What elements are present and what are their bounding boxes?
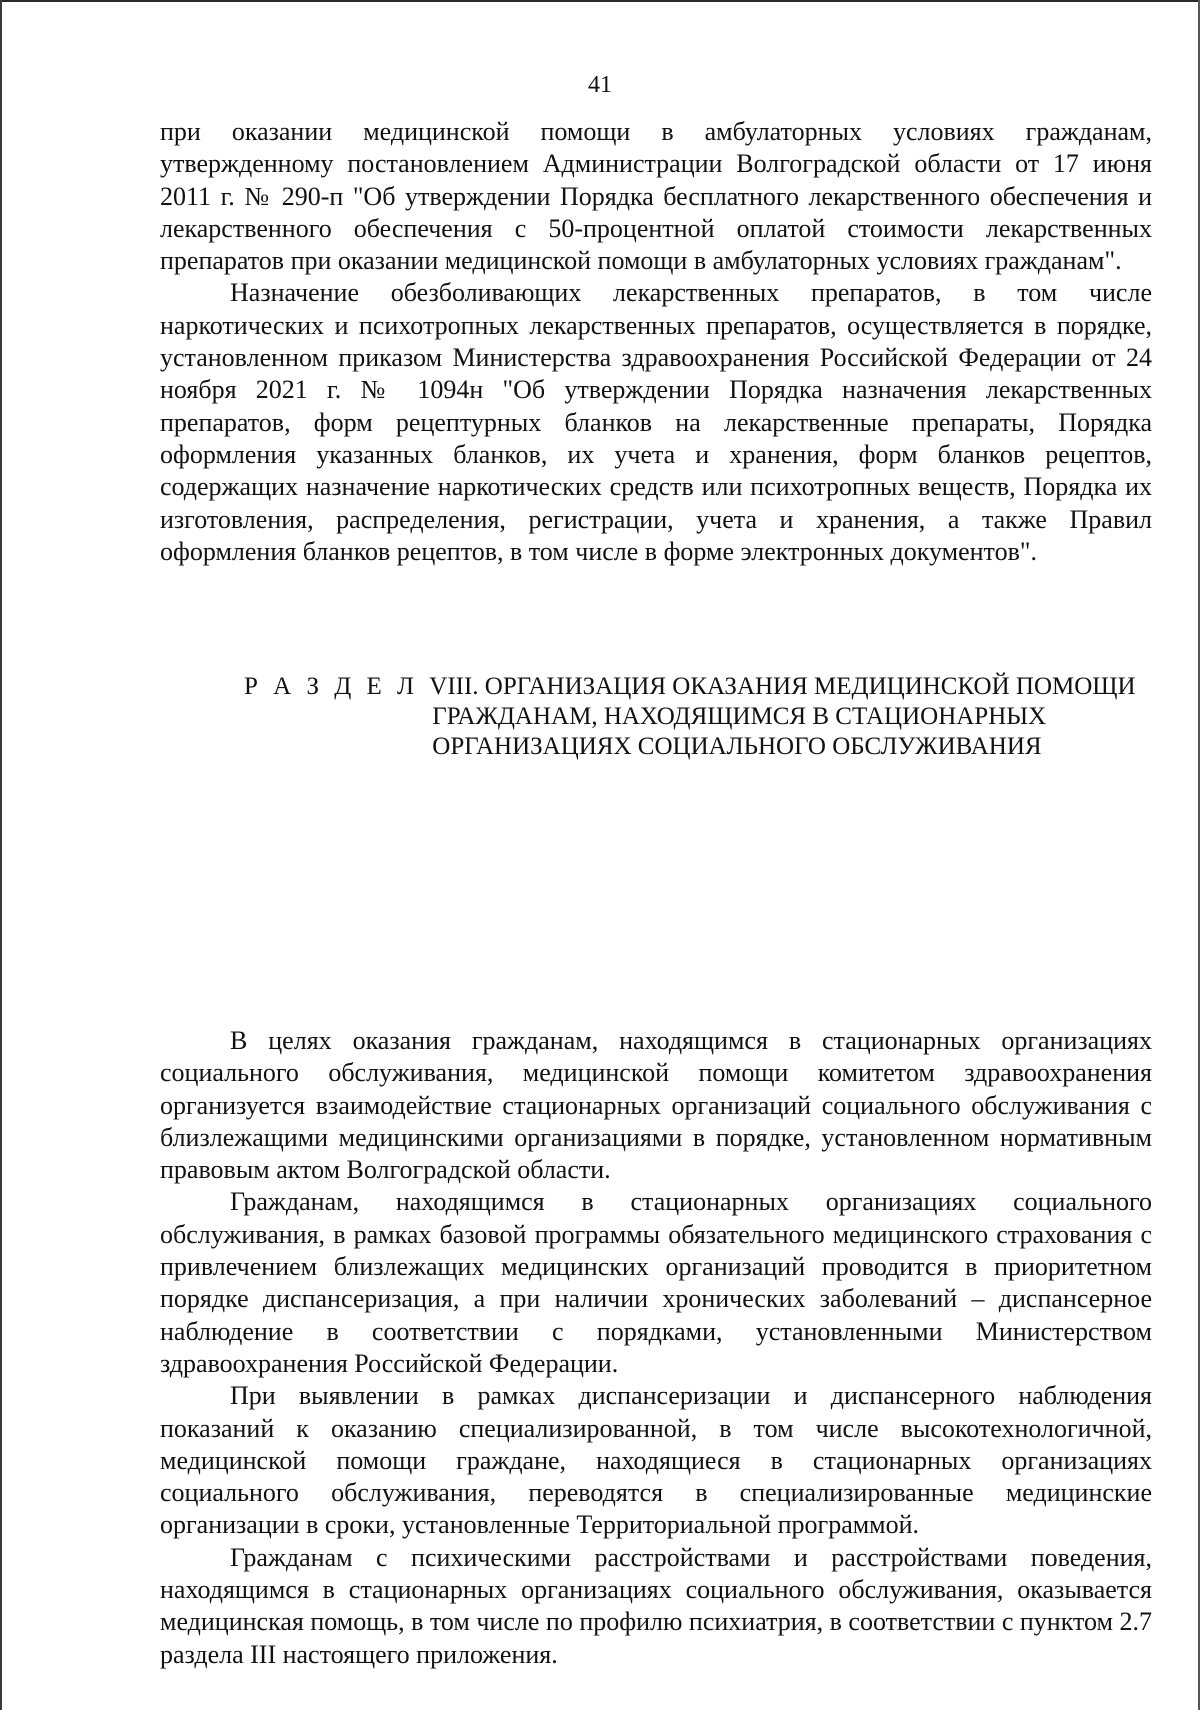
- paragraph-specialized-care: При выявлении в рамках диспансеризации и диспансерного наблюдения показаний к оказанию специализированной, в том числе высокотехнологичной, медицинской помощи граждане, находящиеся в стационарных организациях социального обслуживания, переводятся в специализированные медицинские организации в сроки, установленные Территориальной программой.: [160, 1381, 1152, 1540]
- paragraph-dispensarization: Гражданам, находящимся в стационарных организациях социального обслуживания, в рамках базовой программы обязательного медицинского страхования с привлечением близлежащих медицинских организаций проводится в приоритетном порядке диспансеризация, а при наличии хронических заболеваний – диспансерное наблюдение в соответствии с порядками, установленными Министерством здравоохранения Российской Федерации.: [160, 1187, 1152, 1378]
- section-title: [429, 672, 1135, 762]
- paragraph-psychiatric-care: Гражданам с психическими расстройствами и расстройствами поведения, находящимся в стационарных организациях социального обслуживания, оказывается медицинская помощь, в том числе по профилю психиатрия, в соответствии с пунктом 2.7 раздела III настоящего приложения.: [160, 1542, 1152, 1669]
- text-block-top: [160, 116, 1152, 568]
- section-title-line-3: ОРГАНИЗАЦИЯХ СОЦИАЛЬНОГО ОБСЛУЖИВАНИЯ: [432, 733, 1042, 760]
- paragraph-analgesics: Назначение обезболивающих лекарственных препаратов, в том числе наркотических и психотропных лекарственных препаратов, осуществляется в порядке, установленном приказом Министерства здравоохранения Российской Федерации от 24 ноября 2021 г. № 1094н "Об утверждении Порядка назначения лекарственных препаратов, форм рецептурных бланков на лекарственные препараты, Порядка оформления указанных бланков, их учета и хранения, форм бланков рецептов, содержащих назначение наркотических средств или психотропных веществ, Порядка их изготовления, распределения, регистрации, учета и хранения, а также Правил оформления бланков рецептов, в том числе в форме электронных документов".: [160, 278, 1152, 566]
- page-number: 41: [588, 72, 612, 98]
- paragraph-interaction: В целях оказания гражданам, находящимся в стационарных организациях социального обслуживания, медицинской помощи комитетом здравоохранения организуется взаимодействие стационарных организаций социального обслуживания с близлежащими медицинскими организациями в порядке, установленном нормативным правовым актом Волгоградской области.: [160, 1026, 1152, 1185]
- scan-edge-top: [0, 0, 1200, 2]
- section-title-line-1: VIII. ОРГАНИЗАЦИЯ ОКАЗАНИЯ МЕДИЦИНСКОЙ ПОМОЩИ: [429, 673, 1136, 700]
- section-label: Р А З Д Е Л: [244, 673, 430, 700]
- text-block-bottom: [160, 1025, 1152, 1671]
- section-heading: [244, 672, 1144, 762]
- paragraph-continuation: при оказании медицинской помощи в амбулаторных условиях гражданам, утвержденному постановлением Администрации Волгоградской области от 17 июня 2011 г. № 290-п "Об утверждении Порядка бесплатного лекарственного обеспечения и лекарственного обеспечения с 50-процентной оплатой стоимости лекарственных препаратов при оказании медицинской помощи в амбулаторных условиях гражданам".: [160, 117, 1152, 276]
- section-title-line-2: ГРАЖДАНАМ, НАХОДЯЩИМСЯ В СТАЦИОНАРНЫХ: [432, 703, 1047, 730]
- scan-edge-left: [0, 0, 2, 1710]
